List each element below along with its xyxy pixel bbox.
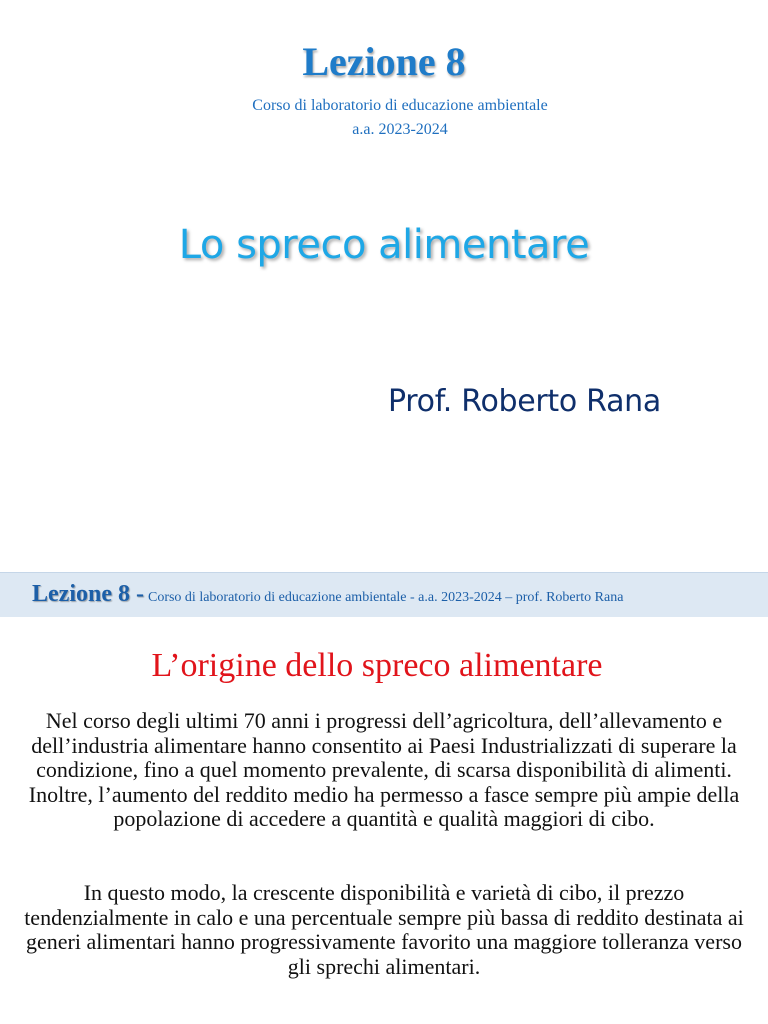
- paragraph-1: Nel corso degli ultimi 70 anni i progressi dell’agricoltura, dell’allevamento e dell’industria alimentare hanno consentito ai Paesi Industrializzati di superare la condizione, fino a quel momento prevalente, di scarsa disponibilità di alimenti. Inoltre, l’aumento del reddito medio ha permesso a fasce sempre più ampie della popolazione di accedere a quantità e qualità maggiori di cibo.: [28, 708, 740, 831]
- band-details: Corso di laboratorio di educazione ambientale - a.a. 2023-2024 – prof. Roberto Rana: [147, 590, 624, 605]
- course-info: [0, 94, 768, 142]
- band-lesson: Lezione 8 -: [32, 581, 144, 607]
- band-text: [32, 581, 623, 608]
- professor-name: Prof. Roberto Rana: [388, 384, 661, 419]
- section-title: L’origine dello spreco alimentare: [151, 647, 603, 684]
- content-slide: [0, 617, 768, 1024]
- paragraph-2: In questo modo, la crescente disponibilità e varietà di cibo, il prezzo tendenzialmente in calo e una percentuale sempre più bassa di reddito destinata ai generi alimentari hanno progressivamente favorito una maggiore tolleranza verso gli sprechi alimentari.: [24, 880, 744, 979]
- main-title: Lo spreco alimentare: [178, 222, 590, 268]
- year-line: a.a. 2023-2024: [352, 121, 448, 138]
- lesson-title: Lezione 8: [302, 39, 466, 84]
- course-line: Corso di laboratorio di educazione ambientale: [252, 97, 548, 114]
- slide-header-band: [0, 572, 768, 617]
